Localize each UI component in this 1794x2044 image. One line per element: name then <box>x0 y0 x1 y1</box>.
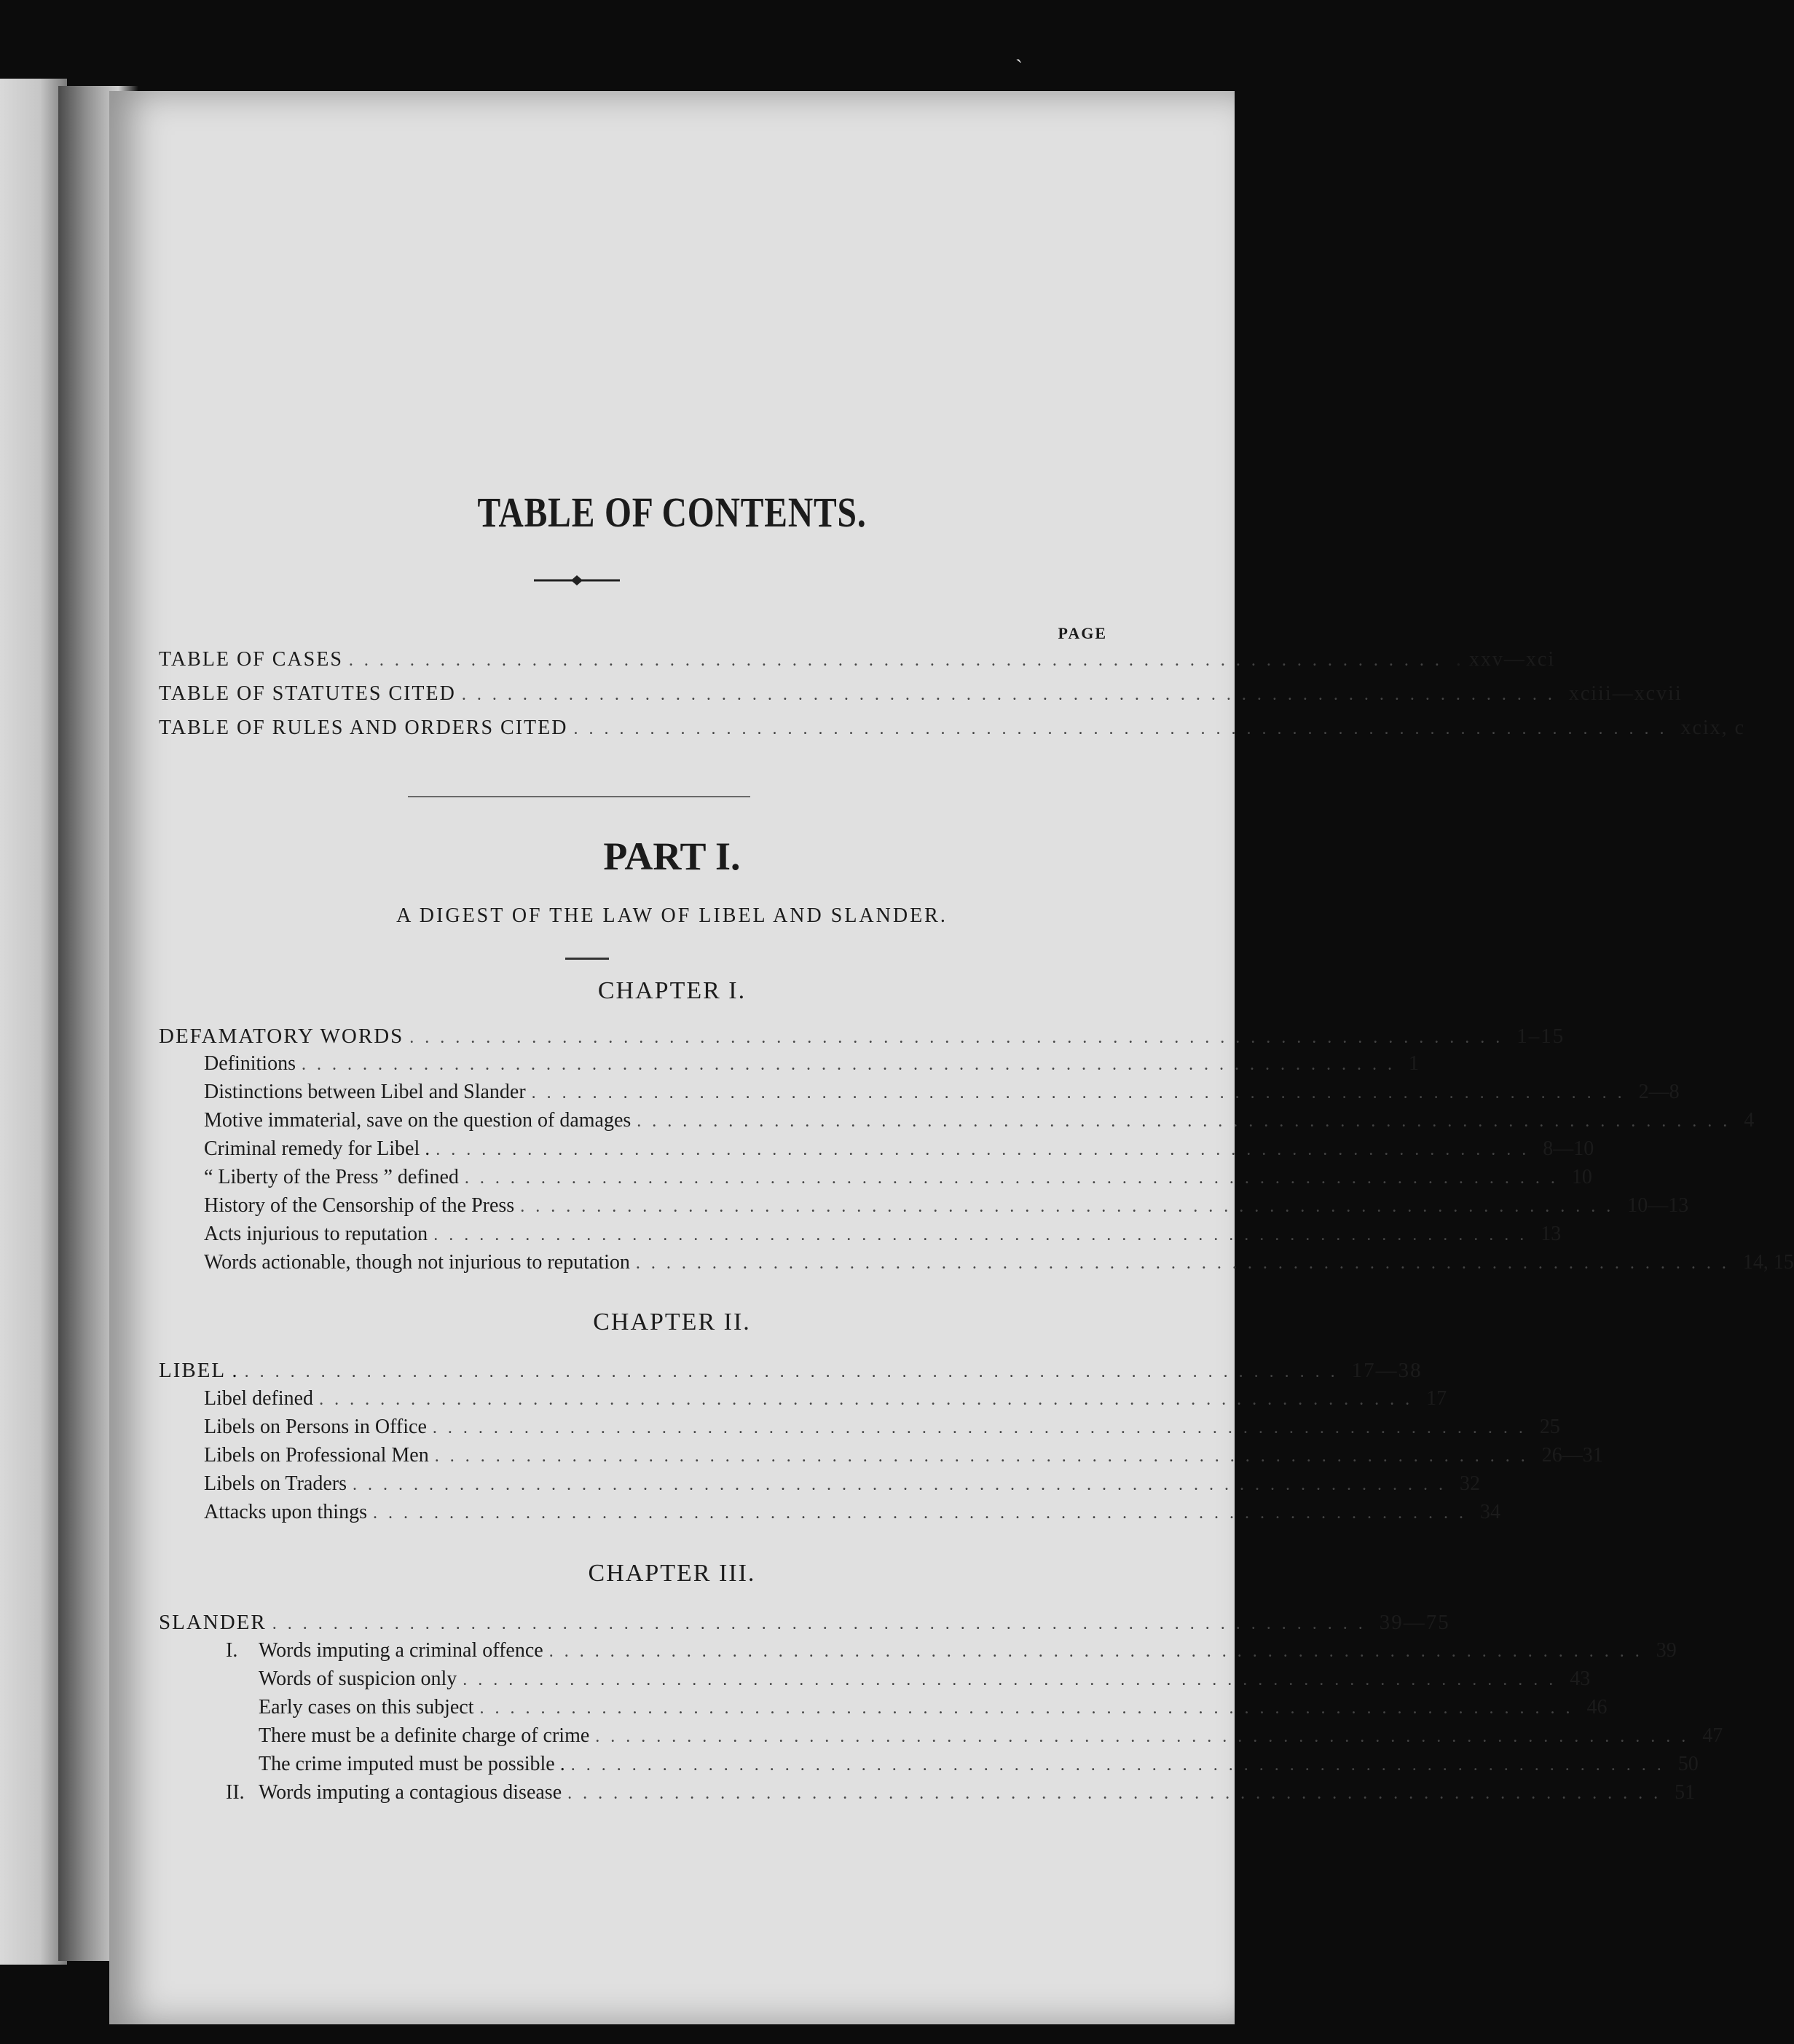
part-subtitle: A DIGEST OF THE LAW OF LIBEL AND SLANDER. <box>396 904 948 927</box>
entry-number: I. <box>226 1639 238 1662</box>
dot-leader: ........................................................................ <box>464 1169 1566 1188</box>
entry-label: Words imputing a contagious disease <box>259 1781 562 1804</box>
page-column-header: PAGE <box>1058 624 1107 642</box>
toc-entry[interactable]: There must be a definite charge of crime ........................................................................ 47 <box>259 1724 1723 1747</box>
toc-entry[interactable]: TABLE OF CASES ........................................................................ . xxv—xci <box>159 648 1556 671</box>
entry-label: Words imputing a criminal offence <box>259 1639 543 1662</box>
toc-section[interactable]: DEFAMATORY WORDS ........................................................................ 1–15 <box>159 1025 1565 1048</box>
toc-section[interactable]: LIBEL . ........................................................................ 17—38 <box>159 1359 1423 1382</box>
dot-leader: ........................................................................ <box>353 1475 1454 1494</box>
dot-leader: ........................................................................ <box>434 1447 1536 1466</box>
dot-leader: ........................................................................ <box>244 1362 1346 1381</box>
dot-leader: ........................................................................ <box>436 1140 1538 1159</box>
dot-leader: ........................................................................ <box>373 1504 1474 1523</box>
divider-rule <box>408 796 750 797</box>
dot-leader: ........................................................................ <box>433 1226 1535 1244</box>
dot-leader: ........................................................................ <box>570 1756 1672 1775</box>
dot-leader: ........................................................................ <box>432 1418 1534 1437</box>
toc-entry[interactable]: I. Words imputing a criminal offence ........................................................................ 39 <box>226 1639 1677 1662</box>
dot-leader: ........................................................................ <box>463 1670 1565 1689</box>
toc-entry[interactable]: Early cases on this subject ........................................................................ 46 <box>259 1696 1608 1719</box>
facing-page-edge <box>0 79 67 1965</box>
part-title: PART I. <box>603 834 741 878</box>
dot-leader: ........................................................................ <box>548 1642 1651 1661</box>
dot-leader: ........................................................................ <box>348 651 1450 670</box>
dot-leader: ........................................................................ <box>637 1112 1739 1131</box>
toc-entry[interactable]: Libels on Persons in Office ........................................................................ 25 <box>204 1416 1560 1438</box>
dot-leader: ........................................................................ <box>302 1055 1403 1074</box>
dot-leader: ........................................................................ <box>479 1699 1581 1718</box>
dot-leader: ........................................................................ <box>409 1028 1511 1047</box>
toc-entry[interactable]: “ Liberty of the Press ” defined ........................................................................ 10 <box>204 1166 1592 1188</box>
toc-entry[interactable]: Libel defined ........................................................................ 17 <box>204 1387 1447 1410</box>
dot-leader: ........................................................................ <box>520 1197 1622 1216</box>
toc-entry[interactable]: Words of suspicion only ........................................................................ 43 <box>259 1668 1591 1690</box>
toc-entry[interactable]: The crime imputed must be possible . ........................................................................ 50 <box>259 1753 1699 1775</box>
chapter-title: CHAPTER III. <box>588 1560 756 1587</box>
toc-entry[interactable]: II. Words imputing a contagious disease ........................................................................ 51 <box>226 1781 1696 1804</box>
chapter-title: CHAPTER II. <box>593 1309 751 1335</box>
toc-entry[interactable]: Acts injurious to reputation ........................................................................ 13 <box>204 1223 1562 1245</box>
dot-leader: ........................................................................ <box>531 1084 1633 1102</box>
short-rule <box>565 958 609 960</box>
toc-entry[interactable]: Libels on Professional Men ........................................................................ 26—31 <box>204 1444 1603 1467</box>
document-page <box>109 91 1794 2024</box>
dot-leader: ........................................................................ <box>567 1784 1669 1803</box>
toc-entry[interactable]: Definitions ........................................................................ 1 <box>204 1052 1419 1075</box>
toc-entry[interactable]: Distinctions between Libel and Slander ........................................................................ 2—8 <box>204 1081 1680 1103</box>
ornament-rule <box>534 574 620 587</box>
toc-entry[interactable]: TABLE OF STATUTES CITED ........................................................................ xciii—xcvii <box>159 682 1683 705</box>
toc-entry[interactable]: Motive immaterial, save on the question of damages ........................................................................ 4 <box>204 1109 1755 1132</box>
page-title: TABLE OF CONTENTS. <box>477 489 867 536</box>
toc-entry[interactable]: Libels on Traders ........................................................................ 32 <box>204 1472 1480 1495</box>
dot-leader: ........................................................................ <box>635 1254 1737 1273</box>
dot-leader: ........................................................................ <box>319 1390 1421 1409</box>
toc-entry[interactable]: Words actionable, though not injurious to reputation ........................................................................ 14, 15 <box>204 1251 1794 1274</box>
toc-section[interactable]: SLANDER ........................................................................ 39—75 <box>159 1611 1450 1634</box>
toc-entry[interactable]: Attacks upon things ........................................................................ 34 <box>204 1501 1500 1523</box>
toc-entry[interactable]: History of the Censorship of the Press ........................................................................ 10—13 <box>204 1194 1689 1217</box>
chapter-title: CHAPTER I. <box>597 977 747 1004</box>
scan-mark: ˋ <box>1015 55 1023 79</box>
dot-leader: ........................................................................ <box>461 685 1563 704</box>
dot-leader: ........................................................................ <box>595 1727 1697 1746</box>
toc-entry[interactable]: TABLE OF RULES AND ORDERS CITED ........................................................................ xcix, c <box>159 717 1746 739</box>
entry-number: II. <box>226 1781 245 1804</box>
dot-leader: ........................................................................ <box>272 1614 1374 1633</box>
toc-entry[interactable]: Criminal remedy for Libel . ........................................................................ 8—10 <box>204 1137 1594 1160</box>
dot-leader: ........................................................................ <box>573 719 1675 738</box>
